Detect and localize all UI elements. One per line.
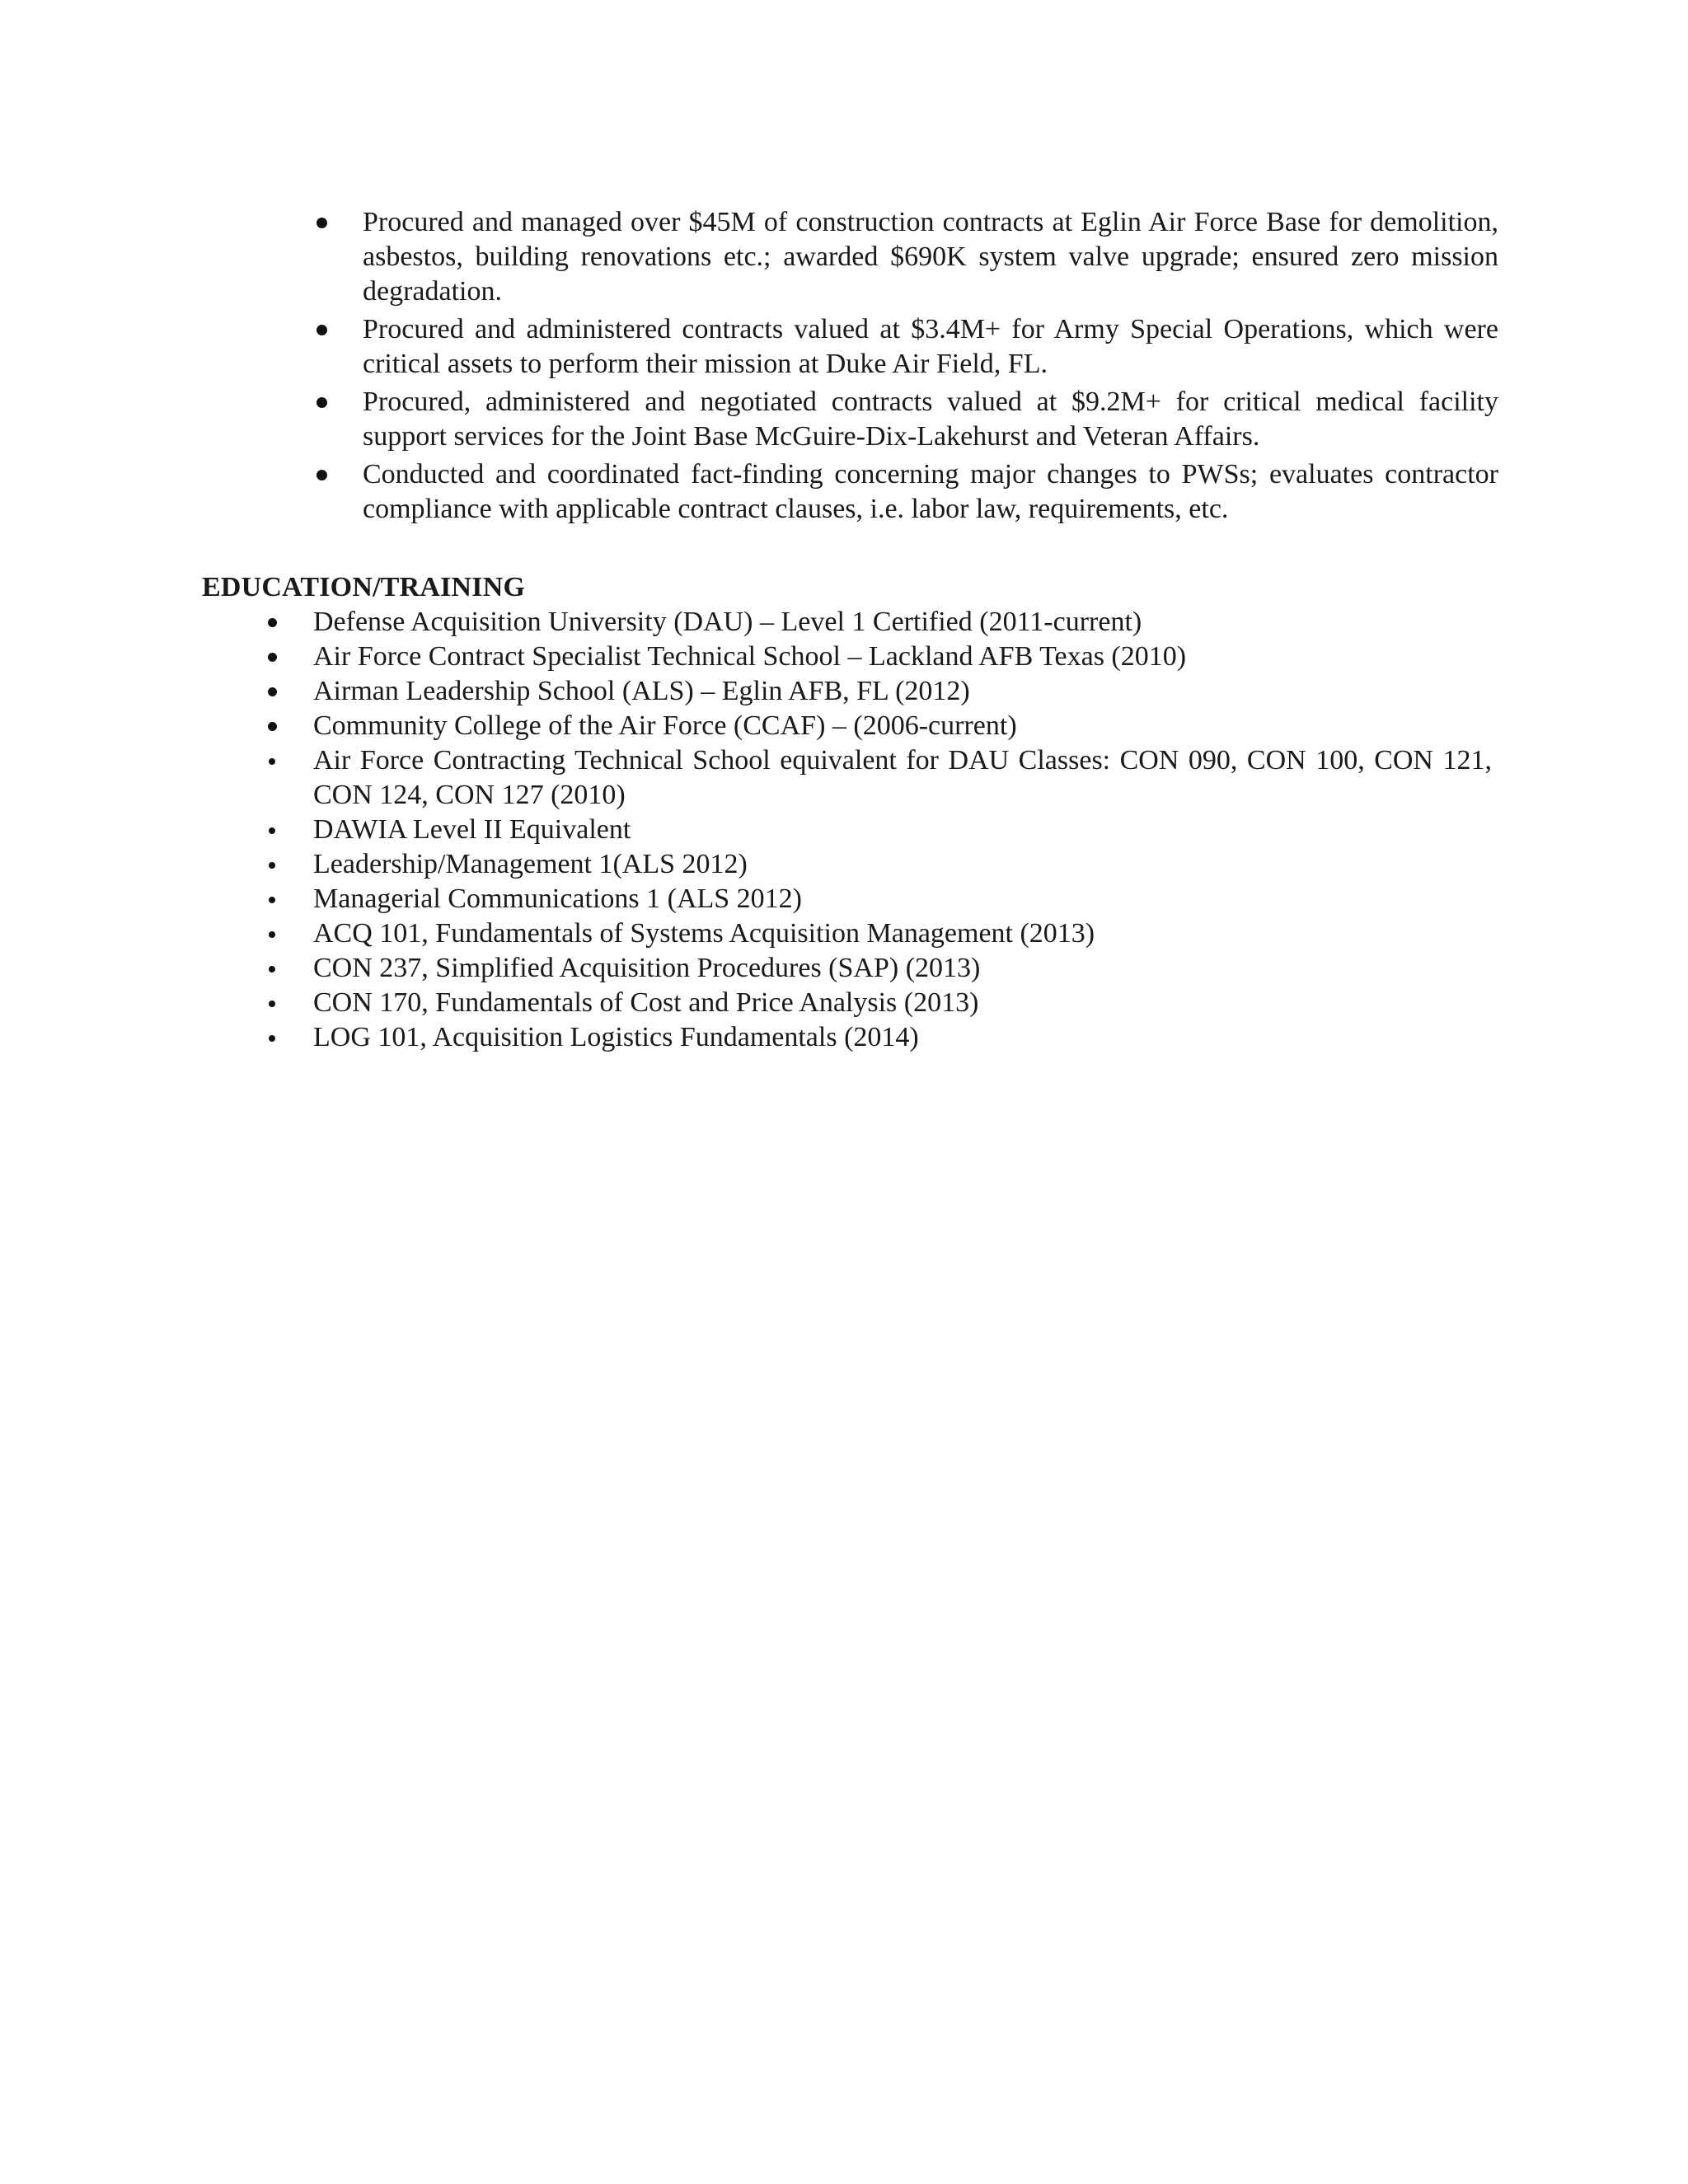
experience-bullet-list: [363, 205, 1498, 530]
education-item: Leadership/Management 1(ALS 2012): [313, 847, 1492, 882]
experience-bullet-text: Procured and managed over $45M of construction contracts at Eglin Air Force Base for demolition, asbestos, building renovations etc.; awarded $690K system valve upgrade; ensured zero mission degradation.: [363, 207, 1498, 307]
experience-bullet-text: Conducted and coordinated fact-finding concerning major changes to PWSs; evaluates contractor compliance with applicable contract clauses, i.e. labor law, requirements, etc.: [363, 459, 1498, 524]
education-item: Air Force Contracting Technical School equivalent for DAU Classes: CON 090, CON 100, CON 121, CON 124, CON 127 (2010): [313, 743, 1492, 813]
education-item: Airman Leadership School (ALS) – Eglin AFB, FL (2012): [313, 674, 1492, 709]
education-item: DAWIA Level II Equivalent: [313, 813, 1492, 847]
education-item: Managerial Communications 1 (ALS 2012): [313, 882, 1492, 916]
experience-bullet-text: Procured, administered and negotiated contracts valued at $9.2M+ for critical medical facility support services for the Joint Base McGuire-Dix-Lakehurst and Veteran Affairs.: [363, 387, 1498, 452]
education-item: ACQ 101, Fundamentals of Systems Acquisition Management (2013): [313, 916, 1492, 951]
education-item: Defense Acquisition University (DAU) – Level 1 Certified (2011-current): [313, 605, 1492, 640]
education-section-title: EDUCATION/TRAINING: [202, 572, 526, 602]
education-item: Community College of the Air Force (CCAF) – (2006-current): [313, 709, 1492, 743]
education-item: CON 237, Simplified Acquisition Procedures (SAP) (2013): [313, 951, 1492, 986]
education-item: CON 170, Fundamentals of Cost and Price Analysis (2013): [313, 986, 1492, 1020]
education-list: [313, 605, 1492, 1055]
education-item: LOG 101, Acquisition Logistics Fundamentals (2014): [313, 1020, 1492, 1055]
experience-bullet: [363, 312, 1498, 382]
experience-bullet-text: Procured and administered contracts valued at $3.4M+ for Army Special Operations, which were critical assets to perform their mission at Duke Air Field, FL.: [363, 314, 1498, 379]
experience-bullet: [363, 457, 1498, 527]
experience-bullet: [363, 385, 1498, 454]
education-item: Air Force Contract Specialist Technical School – Lackland AFB Texas (2010): [313, 640, 1492, 674]
experience-bullet: [363, 205, 1498, 309]
